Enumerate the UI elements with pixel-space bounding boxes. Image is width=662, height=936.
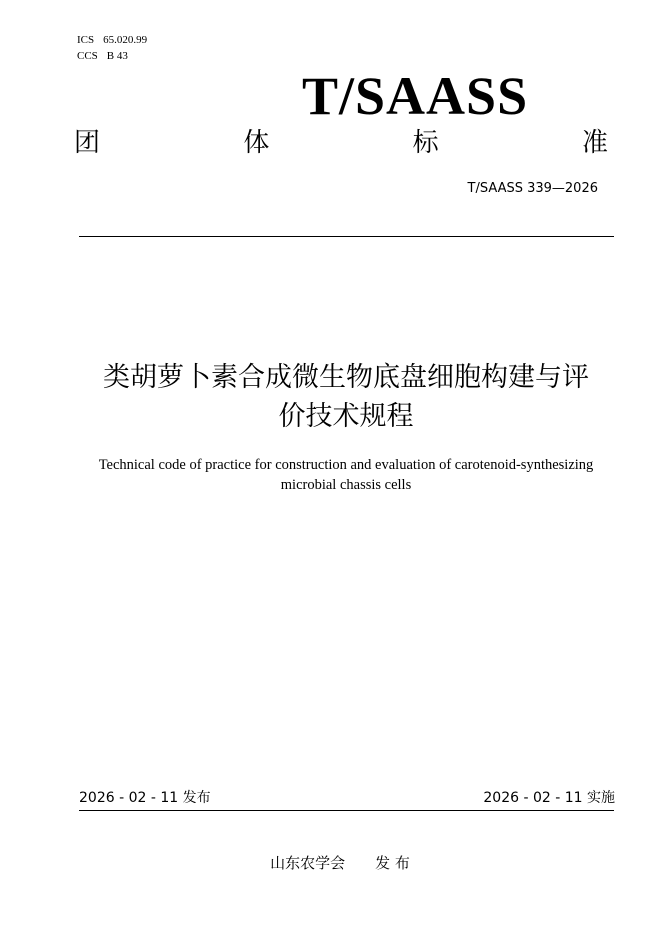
chinese-title-line: 价技术规程 (278, 401, 414, 432)
ccs-label: CCS (77, 50, 98, 62)
footer-divider (79, 810, 614, 811)
issuing-organization (0, 853, 662, 873)
chinese-title (60, 358, 632, 436)
english-title-line: Technical code of practice for construction and evaluation of carotenoid-synthesizing (98, 457, 594, 473)
ics-label: ICS (77, 34, 95, 46)
standard-number: T/SAASS 339—2026 (467, 181, 598, 196)
issue-date: 2026 - 02 - 11 发布 (79, 790, 211, 806)
ics-line (77, 32, 147, 48)
standard-type-heading (74, 126, 608, 160)
issuer-action: 发 布 (375, 854, 410, 872)
organization-logo: T/SAASS (302, 66, 529, 126)
standard-type-char: 团 (74, 128, 101, 158)
classification-codes (77, 32, 147, 64)
issuer-name: 山东农学会 (270, 854, 346, 872)
ccs-line (77, 48, 147, 64)
implementation-date: 2026 - 02 - 11 实施 (483, 790, 615, 806)
standard-type-char: 体 (243, 128, 270, 158)
ics-value: 65.020.99 (103, 34, 148, 46)
header-divider (79, 236, 614, 237)
english-title (70, 455, 622, 495)
standard-type-char: 准 (581, 128, 608, 158)
ccs-value: B 43 (106, 50, 128, 62)
chinese-title-line: 类胡萝卜素合成微生物底盘细胞构建与评 (103, 362, 589, 393)
standard-type-char: 标 (412, 128, 439, 158)
english-title-line: microbial chassis cells (280, 477, 412, 493)
